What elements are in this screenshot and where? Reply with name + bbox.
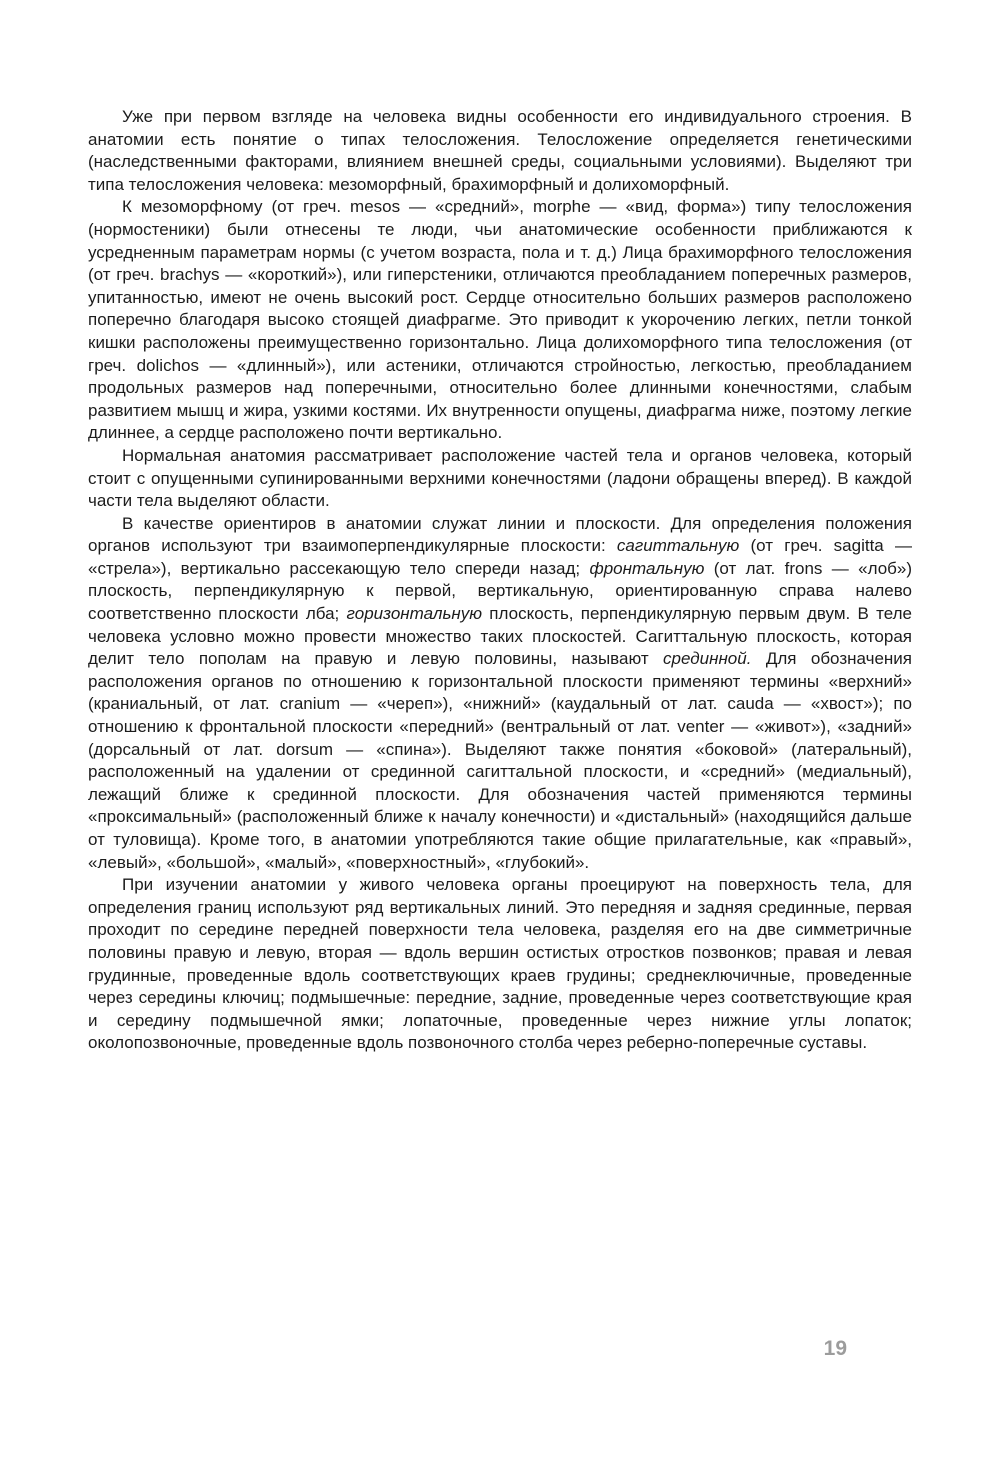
italic-term: горизонтальную [346, 604, 483, 624]
paragraph [88, 874, 912, 1055]
page-number: 19 [823, 1337, 847, 1360]
italic-term: фронтальную [589, 558, 705, 578]
text-segment: (от лат. frons — «лоб») плоскость, перпендикулярную к первой, вертикальную, ориентированную справа налево соответственно плоскости лба; [88, 558, 913, 624]
italic-term: сагиттальную [616, 536, 740, 556]
text-segment: плоскость, перпендикулярную первым двум. В теле человека условно можно провести множество таких плоскостей. Сагиттальную плоскость, которая делит тело пополам на правую и левую половины, называют [88, 604, 912, 669]
text-segment: Для обозначения расположения органов по отношению к горизонтальной плоскости применяют термины «верхний» (краниальный, от лат. cranium — «череп»), «нижний» (каудальный от лат. cauda — «хвост»); по отношению к фронтальной плоскости «передний» (вентральный от лат. venter — «живот»), «задний» (дорсальный от лат. dorsum — «спина»). Выделяют также понятия «боковой» (латеральный), расположенный на удалении от срединной сагиттальной плоскости, и «средний» (медиальный), лежащий ближе к срединной плоскости. Для обозначения частей применяются термины «проксимальный» (расположенный ближе к началу конечности) и «дистальный» (находящийся дальше от туловища). Кроме того, в анатомии употребляются такие общие прилагательные, как «правый», «левый», «большой», «малый», «поверхностный», «глубокий». [88, 649, 912, 872]
text-block [88, 106, 912, 1055]
text-segment: Нормальная анатомия рассматривает расположение частей тела и органов человека, который стоит с опущенными супинированными верхними конечностями (ладони обращены вперед). В каждой части тела выделяют области. [88, 445, 912, 511]
paragraph [88, 513, 912, 875]
text-segment: В качестве ориентиров в анатомии служат линии и плоскости. Для определения положения органов используют три взаимоперпендикулярные плоскости: [88, 513, 912, 556]
text-segment: При изучении анатомии у живого человека органы проецируют на поверхность тела, для определения границ используют ряд вертикальных линий. Это передняя и задняя срединные, первая проходит по середине передней поверхности тела человека, разделяя его на две симметричные половины правую и левую, вторая — вдоль вершин остистых отростков позвонков; правая и левая грудинные, проведенные вдоль соответствующих краев грудины; среднеключичные, проведенные через середины ключиц; подмышечные: передние, задние, проведенные через соответствующие края и середину подмышечной ямки; лопаточные, проведенные через нижние углы лопаток; околопозвоночные, проведенные вдоль позвоночного столба через реберно-поперечные суставы. [88, 875, 912, 1053]
text-segment: (от греч. sagitta — «стрела»), вертикально рассекающую тело спереди назад; [88, 536, 912, 578]
paragraph [88, 445, 912, 513]
paragraph [88, 196, 912, 445]
paragraph [88, 106, 912, 196]
text-segment: Уже при первом взгляде на человека видны особенности его индивидуального строения. В анатомии есть понятие о типах телосложения. Телосложение определяется генетическими (наследственными факторами, влиянием внешней среды, социальными условиями). Выделяют три типа телосложения человека: мезоморфный, брахиморфный и долихоморфный. [88, 107, 912, 194]
italic-term: срединной. [663, 649, 752, 669]
text-segment: К мезоморфному (от греч. mesos — «средний», morphe — «вид, форма») типу телосложения (нормостеники) были отнесены те люди, чьи анатомические особенности приближаются к усредненным параметрам нормы (с учетом возраста, пола и т. д.) Лица брахиморфного телосложения (от греч. brachys — «короткий»), или гиперстеники, отличаются преобладанием поперечных размеров, упитанностью, имеют не очень высокий рост. Сердце относительно больших размеров расположено поперечно благодаря высоко стоящей диафрагме. Это приводит к укорочению легких, петли тонкой кишки расположены преимущественно горизонтально. Лица долихоморфного типа телосложения (от греч. dolichos — «длинный»), или астеники, отличаются стройностью, легкостью, преобладанием продольных размеров над поперечными, относительно более длинными конечностями, слабым развитием мышц и жира, узкими костями. Их внутренности опущены, диафрагма ниже, поэтому легкие длиннее, а сердце расположено почти вертикально. [88, 197, 912, 443]
